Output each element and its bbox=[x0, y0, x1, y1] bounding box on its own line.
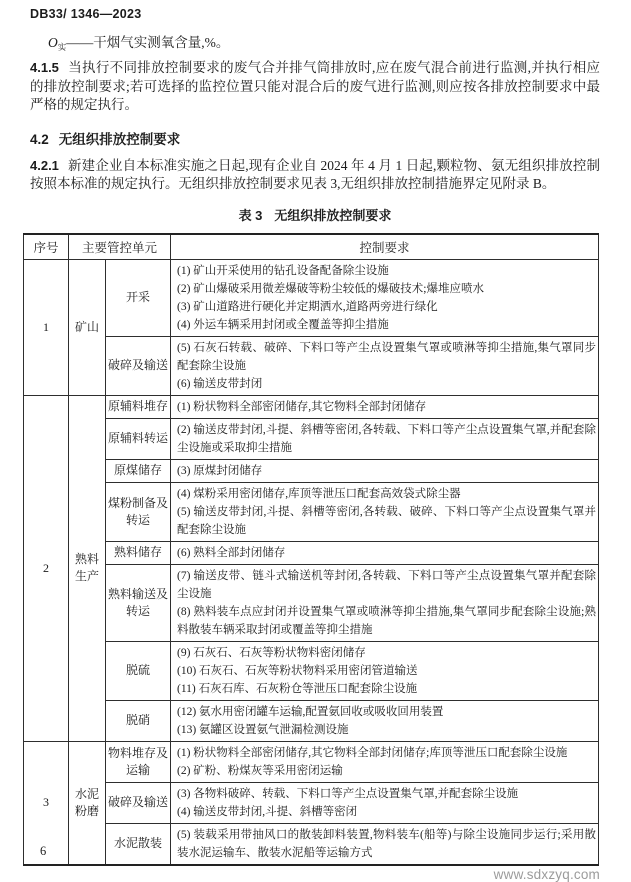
requirement-line: (7) 输送皮带、链斗式输送机等封闭,各转载、下料口等产尘点设置集气罩并配套除尘设施 bbox=[177, 569, 596, 600]
requirement-line: (10) 石灰石、石灰等粉状物料采用密闭管道输送 bbox=[177, 664, 418, 677]
table-row bbox=[24, 459, 599, 482]
cell-requirements bbox=[171, 336, 599, 395]
cell-group-unit: 矿山 bbox=[69, 259, 106, 395]
formula-text: ——干烟气实测氧含量,%。 bbox=[66, 35, 230, 50]
table-row bbox=[24, 700, 599, 741]
cell-sub-unit: 熟料储存 bbox=[106, 541, 171, 564]
table-row bbox=[24, 482, 599, 541]
table-caption-title: 无组织排放控制要求 bbox=[274, 207, 392, 223]
requirement-line: (2) 输送皮带封闭,斗提、斜槽等密闭,各转载、下料口等产尘点设置集气罩,并配套除尘设施或采取抑尘措施 bbox=[177, 423, 596, 454]
requirement-line: (9) 石灰石、石灰等粉状物料密闭储存 bbox=[177, 646, 366, 659]
clause-number: 4.1.5 bbox=[30, 60, 59, 75]
requirement-line: (5) 输送皮带封闭,斗提、斜槽等密闭,各转载、破碎、下料口等产尘点设置集气罩并配套除尘设施 bbox=[177, 505, 596, 536]
cell-group-index: 3 bbox=[24, 741, 69, 865]
cell-requirements bbox=[171, 541, 599, 564]
clause-4-1-5 bbox=[30, 59, 600, 115]
table-row bbox=[24, 741, 599, 782]
cell-sub-unit: 原煤储存 bbox=[106, 459, 171, 482]
cell-sub-unit: 开采 bbox=[106, 259, 171, 336]
table-header-row bbox=[24, 234, 599, 260]
column-header-unit: 主要管控单元 bbox=[69, 234, 171, 260]
clause-number: 4.2.1 bbox=[30, 157, 59, 173]
doc-code: DB33/ 1346—2023 bbox=[30, 7, 142, 21]
cell-requirements bbox=[171, 700, 599, 741]
section-title: 无组织排放控制要求 bbox=[58, 131, 181, 147]
table-row bbox=[24, 418, 599, 459]
cell-sub-unit: 煤粉制备及转运 bbox=[106, 482, 171, 541]
column-header-requirements: 控制要求 bbox=[171, 234, 599, 260]
requirement-line: (13) 氨罐区设置氨气泄漏检测设施 bbox=[177, 723, 349, 736]
cell-sub-unit: 熟料输送及转运 bbox=[106, 564, 171, 641]
table-caption-label: 表 3 bbox=[238, 207, 263, 223]
requirement-line: (4) 外运车辆采用封闭或全覆盖等抑尘措施 bbox=[177, 318, 389, 331]
cell-requirements bbox=[171, 395, 599, 418]
cell-requirements bbox=[171, 259, 599, 336]
requirement-line: (3) 矿山道路进行硬化并定期洒水,道路两旁进行绿化 bbox=[177, 300, 438, 313]
cell-requirements bbox=[171, 418, 599, 459]
cell-sub-unit: 物料堆存及运输 bbox=[106, 741, 171, 782]
cell-sub-unit: 破碎及输送 bbox=[106, 782, 171, 823]
column-header-index: 序号 bbox=[24, 234, 69, 260]
cell-sub-unit: 脱硝 bbox=[106, 700, 171, 741]
requirement-line: (2) 矿粉、粉煤灰等采用密闭运输 bbox=[177, 764, 343, 777]
watermark: www.sdxzyq.com bbox=[493, 866, 600, 882]
table-row bbox=[24, 395, 599, 418]
formula-definition bbox=[30, 34, 600, 56]
cell-requirements bbox=[171, 564, 599, 641]
requirement-line: (8) 熟料装车点应封闭并设置集气罩或喷淋等抑尘措施,集气罩同步配套除尘设施;熟料散装车辆采取封闭或覆盖等抑尘措施 bbox=[177, 605, 596, 636]
table-caption bbox=[30, 205, 600, 224]
cell-requirements bbox=[171, 641, 599, 700]
requirement-line: (3) 原煤封闭储存 bbox=[177, 464, 263, 477]
cell-sub-unit: 脱硫 bbox=[106, 641, 171, 700]
requirement-line: (1) 矿山开采使用的钻孔设备配备除尘设施 bbox=[177, 264, 389, 277]
requirement-line: (6) 熟料全部封闭储存 bbox=[177, 546, 286, 559]
requirement-line: (1) 粉状物料全部密闭储存,其它物料全部封闭储存;库顶等泄压口配套除尘设施 bbox=[177, 746, 568, 759]
cell-group-unit: 熟料生产 bbox=[69, 395, 106, 741]
clause-text: 新建企业自本标准实施之日起,现有企业自 2024 年 4 月 1 日起,颗粒物、氨无组织排放控制按照本标准的规定执行。无组织排放控制要求见表 3,无组织排放控制措施界定见附录 B。 bbox=[30, 157, 600, 191]
requirement-line: (12) 氨水用密闭罐车运输,配置氨回收或吸收回用装置 bbox=[177, 705, 444, 718]
table-row bbox=[24, 782, 599, 823]
table-row bbox=[24, 336, 599, 395]
cell-sub-unit: 原辅料堆存 bbox=[106, 395, 171, 418]
cell-sub-unit: 水泥散装 bbox=[106, 823, 171, 865]
cell-requirements bbox=[171, 782, 599, 823]
cell-sub-unit: 原辅料转运 bbox=[106, 418, 171, 459]
requirement-line: (1) 粉状物料全部密闭储存,其它物料全部封闭储存 bbox=[177, 400, 427, 413]
cell-group-index: 1 bbox=[24, 259, 69, 395]
page-number: 6 bbox=[40, 844, 47, 858]
formula-symbol: O bbox=[48, 35, 58, 50]
table-row bbox=[24, 641, 599, 700]
cell-sub-unit: 破碎及输送 bbox=[106, 336, 171, 395]
requirement-line: (3) 各物料破碎、转载、下料口等产尘点设置集气罩,并配套除尘设施 bbox=[177, 787, 519, 800]
section-number: 4.2 bbox=[30, 131, 49, 147]
cell-group-unit: 水泥粉磨 bbox=[69, 741, 106, 865]
cell-requirements bbox=[171, 741, 599, 782]
table-row bbox=[24, 564, 599, 641]
requirement-line: (4) 输送皮带封闭,斗提、斜槽等密闭 bbox=[177, 805, 358, 818]
cell-requirements bbox=[171, 823, 599, 865]
requirement-line: (4) 煤粉采用密闭储存,库顶等泄压口配套高效袋式除尘器 bbox=[177, 487, 461, 500]
requirement-line: (5) 装载采用带抽风口的散装卸料装置,物料装车(船等)与除尘设施同步运行;采用散装水泥运输车、散装水泥船等运输方式 bbox=[177, 828, 596, 859]
requirement-line: (6) 输送皮带封闭 bbox=[177, 377, 263, 390]
requirement-line: (11) 石灰石库、石灰粉仓等泄压口配套除尘设施 bbox=[177, 682, 418, 695]
section-heading-4-2 bbox=[30, 128, 600, 148]
table-row bbox=[24, 541, 599, 564]
clause-text: 当执行不同排放控制要求的废气合并排气筒排放时,应在废气混合前进行监测,并执行相应的排放控制要求;若可选择的监控位置只能对混合后的废气进行监测,则应按各排放控制要求中最严格的规定执行。 bbox=[30, 60, 600, 112]
requirement-line: (2) 矿山爆破采用微差爆破等粉尘较低的爆破技术;爆堆应喷水 bbox=[177, 282, 484, 295]
formula-subscript: 实 bbox=[57, 42, 67, 52]
clause-4-2-1 bbox=[30, 157, 600, 194]
fugitive-emission-control-table bbox=[23, 233, 599, 866]
requirement-line: (5) 石灰石转载、破碎、下料口等产尘点设置集气罩或喷淋等抑尘措施,集气罩同步配套除尘设施 bbox=[177, 341, 596, 372]
cell-group-index: 2 bbox=[24, 395, 69, 741]
cell-requirements bbox=[171, 459, 599, 482]
table-row bbox=[24, 259, 599, 336]
cell-requirements bbox=[171, 482, 599, 541]
table-row bbox=[24, 823, 599, 865]
